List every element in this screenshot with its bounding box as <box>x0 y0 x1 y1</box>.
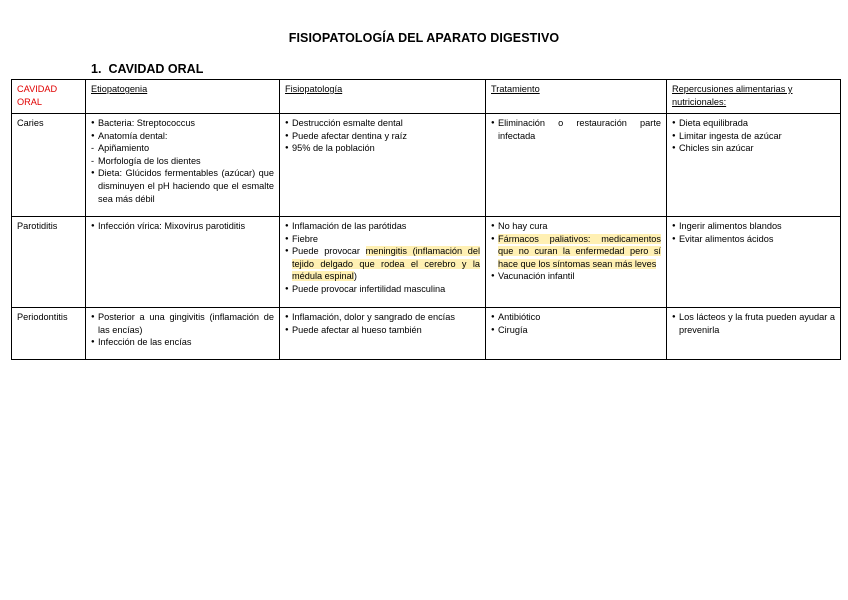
pathology-table <box>11 79 841 360</box>
list-item: - Morfología de los dientes <box>91 155 274 168</box>
section-title: CAVIDAD ORAL <box>108 62 204 76</box>
etiopatogenia-cell <box>86 217 280 308</box>
header-etiopatogenia: Etiopatogenia <box>86 80 280 114</box>
table-row-parotiditis <box>12 217 841 308</box>
list-item: ● Inflamación de las parótidas <box>285 220 480 233</box>
row-name-cell: Periodontitis <box>12 308 86 360</box>
etiopatogenia-cell <box>86 114 280 217</box>
repercusiones-cell <box>667 308 841 360</box>
list-item: ● Fiebre <box>285 233 480 246</box>
list-item: ● Inflamación, dolor y sangrado de encías <box>285 311 480 324</box>
list-item: ● Eliminación o restauración parte infectada <box>491 117 661 142</box>
list-item: ● Antibiótico <box>491 311 661 324</box>
list-item: ● No hay cura <box>491 220 661 233</box>
tratamiento-cell <box>486 308 667 360</box>
fisiopatologia-cell <box>280 217 486 308</box>
list-item: ● Posterior a una gingivitis (inflamación de las encías) <box>91 311 274 336</box>
etiopatogenia-cell <box>86 308 280 360</box>
list-item <box>285 245 480 283</box>
list-item <box>491 233 661 271</box>
table-row-periodontitis <box>12 308 841 360</box>
header-repercusiones: Repercusiones alimentarias y nutricionales: <box>667 80 841 114</box>
list-item: ● Ingerir alimentos blandos <box>672 220 835 233</box>
list-item: - Apiñamiento <box>91 142 274 155</box>
list-item: ● Infección de las encías <box>91 336 274 349</box>
header-tratamiento: Tratamiento <box>486 80 667 114</box>
section-number: 1. <box>91 62 102 76</box>
list-item: ● Dieta equilibrada <box>672 117 835 130</box>
list-item: ● Cirugía <box>491 324 661 337</box>
header-fisiopatologia: Fisiopatología <box>280 80 486 114</box>
text-segment: ) <box>353 271 357 282</box>
section-heading <box>91 62 203 76</box>
list-item: ● Dieta: Glúcidos fermentables (azúcar) que disminuyen el pH haciendo que el esmalte sea más débil <box>91 167 274 205</box>
row-name-cell: Parotiditis <box>12 217 86 308</box>
fisiopatologia-cell <box>280 114 486 217</box>
header-cavidad-oral: CAVIDAD ORAL <box>12 80 86 114</box>
list-item: ● Puede afectar al hueso también <box>285 324 480 337</box>
row-name-cell: Caries <box>12 114 86 217</box>
repercusiones-cell <box>667 114 841 217</box>
list-item: ● Los lácteos y la fruta pueden ayudar a prevenirla <box>672 311 835 336</box>
table-row-caries <box>12 114 841 217</box>
document-title: FISIOPATOLOGÍA DEL APARATO DIGESTIVO <box>288 31 560 45</box>
fisiopatologia-cell <box>280 308 486 360</box>
tratamiento-cell <box>486 217 667 308</box>
list-item: ● Limitar ingesta de azúcar <box>672 130 835 143</box>
list-item: ● Puede provocar infertilidad masculina <box>285 283 480 296</box>
list-item: ● Anatomía dental: <box>91 130 274 143</box>
list-item: ● Puede afectar dentina y raíz <box>285 130 480 143</box>
tratamiento-cell <box>486 114 667 217</box>
list-item: ● 95% de la población <box>285 142 480 155</box>
table-header-row <box>12 80 841 114</box>
repercusiones-cell <box>667 217 841 308</box>
text-segment: Puede provocar <box>292 246 366 257</box>
list-item: ● Evitar alimentos ácidos <box>672 233 835 246</box>
highlighted-text: Fármacos paliativos: medicamentos que no curan la enfermedad pero sí hace que los síntomas sean más leves <box>498 233 661 269</box>
list-item: ● Bacteria: Streptococcus <box>91 117 274 130</box>
highlighted-text: meningitis (inflamación del tejido delgado que rodea el cerebro y la médula espinal <box>292 246 480 282</box>
list-item: ● Vacunación infantil <box>491 270 661 283</box>
list-item: ● Infección vírica: Mixovirus parotiditis <box>91 220 274 233</box>
list-item: ● Destrucción esmalte dental <box>285 117 480 130</box>
list-item: ● Chicles sin azúcar <box>672 142 835 155</box>
